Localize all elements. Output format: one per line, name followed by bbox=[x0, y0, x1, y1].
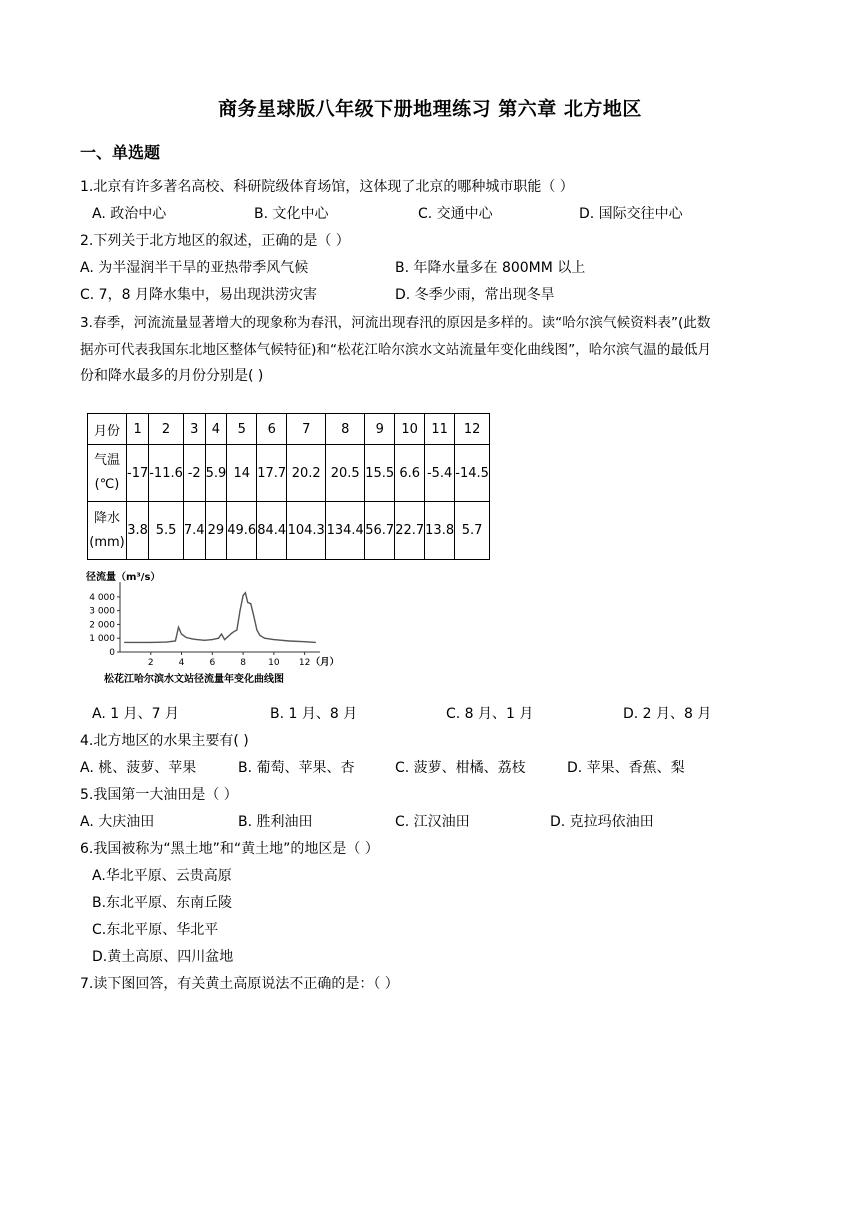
q6-option-a: A.华北平原、云贵高原 bbox=[92, 868, 232, 884]
table-cell-precipitation: 7.4 bbox=[183, 502, 205, 560]
q3-option-c: C. 8 月、1 月 bbox=[446, 706, 534, 722]
table-cell-month: 1 bbox=[127, 414, 149, 445]
table-cell-month: 9 bbox=[365, 414, 395, 445]
table-cell-precipitation: 3.8 bbox=[127, 502, 149, 560]
table-cell-month: 11 bbox=[425, 414, 455, 445]
table-cell-month: 8 bbox=[326, 414, 365, 445]
table-cell-month: 2 bbox=[149, 414, 184, 445]
q1-option-d: D. 国际交往中心 bbox=[579, 206, 683, 222]
chart-y-tick-label: 4 000 bbox=[89, 592, 115, 603]
chart-data-point bbox=[239, 610, 240, 611]
chart-data-point bbox=[224, 639, 225, 640]
runoff-line-chart bbox=[84, 566, 344, 688]
temperature-unit: (℃) bbox=[94, 477, 120, 492]
question-3-stem-line-1: 3.春季，河流流量显著增大的现象称为春汛，河流出现春汛的原因是多样的。读“哈尔滨气候资料表”(此数 bbox=[80, 315, 711, 331]
table-cell-precipitation: 104.3 bbox=[287, 502, 326, 560]
table-cell-temperature: 6.6 bbox=[395, 445, 425, 502]
q5-option-c: C. 江汉油田 bbox=[395, 814, 470, 830]
chart-data-point bbox=[273, 639, 274, 640]
q2-option-c: C. 7，8 月降水集中，易出现洪涝灾害 bbox=[80, 287, 317, 303]
chart-data-point bbox=[204, 640, 205, 641]
chart-data-point bbox=[124, 642, 125, 643]
question-7-stem: 7.读下图回答，有关黄土高原说法不正确的是：（ ） bbox=[80, 976, 399, 992]
table-cell-month: 10 bbox=[395, 414, 425, 445]
question-1-stem: 1.北京有许多著名高校、科研院级体育场馆，这体现了北京的哪种城市职能（ ） bbox=[80, 179, 574, 195]
q1-option-a: A. 政治中心 bbox=[92, 206, 167, 222]
q6-option-d: D.黄土高原、四川盆地 bbox=[92, 949, 234, 965]
chart-data-point bbox=[243, 595, 244, 596]
chart-data-point bbox=[196, 639, 197, 640]
q4-option-d: D. 苹果、香蕉、梨 bbox=[567, 760, 685, 776]
q5-option-a: A. 大庆油田 bbox=[80, 814, 155, 830]
chart-y-tick-label: 0 bbox=[109, 648, 115, 658]
chart-data-point bbox=[256, 629, 257, 630]
chart-data-point bbox=[245, 592, 246, 593]
table-cell-temperature: -5.4 bbox=[425, 445, 455, 502]
table-cell-temperature: 15.5 bbox=[365, 445, 395, 502]
table-cell-temperature: 17.7 bbox=[257, 445, 287, 502]
table-cell-month: 5 bbox=[227, 414, 257, 445]
precipitation-unit: (mm) bbox=[89, 534, 125, 550]
chart-y-tick-label: 3 000 bbox=[89, 606, 115, 617]
table-cell-temperature: -17 bbox=[127, 445, 149, 502]
table-cell-temperature: -14.5 bbox=[455, 445, 490, 502]
chart-data-point bbox=[250, 603, 251, 604]
page-title: 商务星球版八年级下册地理练习 第六章 北方地区 bbox=[218, 98, 642, 120]
chart-data-point bbox=[253, 616, 254, 617]
chart-data-point bbox=[186, 637, 187, 638]
table-cell-temperature: 20.2 bbox=[287, 445, 326, 502]
q2-option-d: D. 冬季少雨，常出现冬旱 bbox=[395, 287, 555, 303]
table-cell-precipitation: 5.7 bbox=[455, 502, 490, 560]
chart-x-tick-label: 8 bbox=[240, 658, 246, 668]
table-cell-precipitation: 134.4 bbox=[326, 502, 365, 560]
question-3-stem-line-2: 据亦可代表我国东北地区整体气候特征)和“松花江哈尔滨水文站流量年变化曲线图”，哈尔滨气温的最低月 bbox=[80, 342, 712, 358]
chart-data-point bbox=[264, 638, 265, 639]
table-cell-temperature: 5.9 bbox=[205, 445, 227, 502]
table-cell-temperature: -2 bbox=[183, 445, 205, 502]
q3-option-a: A. 1 月、7 月 bbox=[92, 706, 179, 722]
q4-option-b: B. 葡萄、苹果、杏 bbox=[238, 760, 355, 776]
table-cell-month: 12 bbox=[455, 414, 490, 445]
chart-data-point bbox=[175, 640, 176, 641]
section-heading: 一、单选题 bbox=[80, 143, 161, 162]
chart-x-tick-label: 2 bbox=[147, 658, 154, 668]
chart-x-axis-label: （月） bbox=[310, 657, 340, 668]
table-cell-temperature: 20.5 bbox=[326, 445, 365, 502]
q2-option-a: A. 为半湿润半干旱的亚热带季风气候 bbox=[80, 260, 309, 276]
table-cell-month: 7 bbox=[287, 414, 326, 445]
chart-data-point bbox=[212, 639, 213, 640]
table-row-temperature bbox=[88, 445, 490, 502]
table-row-precipitation bbox=[88, 502, 490, 560]
q6-option-b: B.东北平原、东南丘陵 bbox=[92, 895, 233, 911]
chart-x-tick-label: 6 bbox=[209, 658, 216, 668]
chart-series-line bbox=[125, 593, 316, 643]
chart-data-point bbox=[304, 641, 305, 642]
q5-option-d: D. 克拉玛依油田 bbox=[550, 814, 654, 830]
table-cell-month: 4 bbox=[205, 414, 227, 445]
table-cell-precipitation: 29 bbox=[205, 502, 227, 560]
chart-y-axis-label: 径流量（m³/s） bbox=[86, 572, 161, 583]
chart-y-tick-label: 2 000 bbox=[89, 620, 115, 631]
chart-data-point bbox=[227, 636, 228, 637]
table-cell-temperature: 14 bbox=[227, 445, 257, 502]
chart-data-point bbox=[166, 642, 167, 643]
temperature-label: 气温 bbox=[93, 453, 120, 468]
table-cell-precipitation: 22.7 bbox=[395, 502, 425, 560]
q4-option-a: A. 桃、菠萝、苹果 bbox=[80, 760, 197, 776]
chart-data-point bbox=[289, 640, 290, 641]
table-cell-precipitation: 49.6 bbox=[227, 502, 257, 560]
q1-option-c: C. 交通中心 bbox=[418, 206, 493, 222]
table-row-months bbox=[88, 414, 490, 445]
table-cell-month: 3 bbox=[183, 414, 205, 445]
chart-data-point bbox=[178, 627, 179, 628]
climate-data-table bbox=[87, 413, 490, 560]
chart-data-point bbox=[221, 634, 222, 635]
q6-option-c: C.东北平原、华北平 bbox=[92, 922, 219, 938]
q2-option-b: B. 年降水量多在 800MM 以上 bbox=[395, 260, 586, 276]
question-3-stem-line-3: 份和降水最多的月份分别是( ) bbox=[80, 368, 264, 384]
question-2-stem: 2.下列关于北方地区的叙述，正确的是（ ） bbox=[80, 233, 350, 249]
table-header-month: 月份 bbox=[88, 414, 127, 445]
chart-data-point bbox=[232, 632, 233, 633]
q1-option-b: B. 文化中心 bbox=[254, 206, 329, 222]
chart-data-point bbox=[150, 642, 151, 643]
q3-option-b: B. 1 月、8 月 bbox=[270, 706, 358, 722]
question-4-stem: 4.北方地区的水果主要有( ) bbox=[80, 733, 249, 749]
table-cell-precipitation: 5.5 bbox=[149, 502, 184, 560]
table-header-temperature bbox=[88, 445, 127, 502]
table-cell-month: 6 bbox=[257, 414, 287, 445]
question-6-stem: 6.我国被称为“黑土地”和“黄土地”的地区是（ ） bbox=[80, 841, 379, 857]
chart-data-point bbox=[181, 634, 182, 635]
precipitation-label: 降水 bbox=[93, 510, 120, 526]
chart-data-point bbox=[236, 629, 237, 630]
q3-option-d: D. 2 月、8 月 bbox=[623, 706, 712, 722]
chart-data-point bbox=[259, 635, 260, 636]
table-cell-precipitation: 13.8 bbox=[425, 502, 455, 560]
q5-option-b: B. 胜利油田 bbox=[238, 814, 313, 830]
chart-x-tick-label: 12 bbox=[298, 658, 311, 668]
chart-x-tick-label: 4 bbox=[178, 658, 185, 668]
chart-title: 松花江哈尔滨水文站径流量年变化曲线图 bbox=[104, 674, 284, 685]
chart-x-tick-label: 10 bbox=[268, 658, 280, 668]
chart-data-point bbox=[192, 638, 193, 639]
table-cell-precipitation: 84.4 bbox=[257, 502, 287, 560]
chart-data-point bbox=[247, 602, 248, 603]
question-5-stem: 5.我国第一大油田是（ ） bbox=[80, 787, 238, 803]
chart-y-tick-label: 1 000 bbox=[89, 634, 115, 645]
table-cell-precipitation: 56.7 bbox=[365, 502, 395, 560]
chart-data-point bbox=[315, 642, 316, 643]
chart-data-point bbox=[218, 638, 219, 639]
table-cell-temperature: -11.6 bbox=[149, 445, 184, 502]
q4-option-c: C. 菠萝、柑橘、荔枝 bbox=[395, 760, 526, 776]
table-header-precipitation bbox=[88, 502, 127, 560]
